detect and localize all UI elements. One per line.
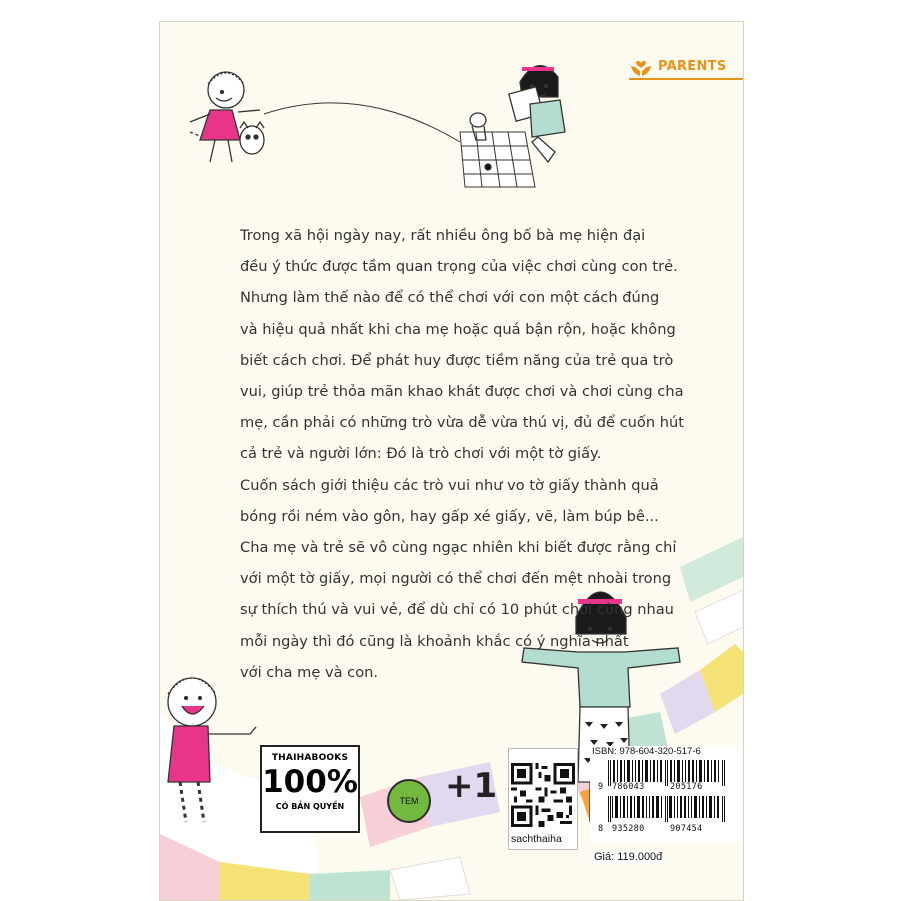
blurb-line: cả trẻ và người lớn: Đó là trò chơi với một tờ giấy. [240, 445, 602, 463]
girl-throwing-illustration [190, 72, 460, 162]
qr-code-icon [511, 763, 575, 827]
price-label: Giá: 119.000đ [594, 851, 663, 863]
barcode-top-left: 786043 [612, 782, 645, 792]
isbn-barcode-box [590, 746, 742, 843]
blurb-line: Cuốn sách giới thiệu các trò vui như vo tờ giấy thành quả [240, 476, 659, 494]
blurb-line: vui, giúp trẻ thỏa mãn khao khát được chơi và chơi cùng cha [240, 383, 684, 401]
blurb-line: với một tờ giấy, mọi người có thể chơi đến mệt nhoài trong [240, 570, 672, 588]
blurb-line: bóng rồi ném vào gôn, hay gấp xé giấy, vẽ, làm búp bê... [240, 507, 659, 525]
barcode-top-lead: 9 [598, 782, 604, 792]
blurb-line: với cha mẹ và con. [240, 663, 379, 681]
stamp-sticker [387, 779, 431, 823]
barcode-bottom-lead: 8 [598, 824, 604, 834]
girl-with-grid-illustration [460, 66, 565, 187]
blurb-line: mỗi ngày thì đó cũng là khoảnh khắc có ý nghĩa nhất [240, 632, 629, 650]
back-cover [159, 21, 744, 901]
barcode-ean13-bottom [608, 796, 728, 822]
book-blurb [240, 220, 684, 688]
blurb-line: mẹ, cần phải có những trò vừa dễ vừa thú vị, đủ để cuốn hút [240, 414, 684, 432]
barcode-bottom-left: 935280 [612, 824, 645, 834]
barcode-top-right: 205176 [670, 782, 703, 792]
plus-one-tile: +1 [445, 766, 498, 806]
blurb-line: Trong xã hội ngày nay, rất nhiều ông bố bà mẹ hiện đại [240, 227, 646, 244]
stamp-label: TEM [399, 796, 419, 806]
isbn-text: ISBN: 978-604-320-517-6 [592, 746, 701, 757]
thaihabooks-copyright-logo [260, 745, 360, 833]
blurb-line: đều ý thức được tầm quan trọng của việc chơi cùng con trẻ. [240, 258, 678, 276]
parents-badge [629, 54, 727, 78]
blurb-line: và hiệu quả nhất khi cha mẹ hoặc quá bận rộn, hoặc không [240, 320, 676, 338]
qr-caption: sachthaiha [511, 833, 562, 845]
thaiha-logo-percent: 100% [262, 764, 358, 800]
badge-underline [629, 78, 743, 80]
barcode-bottom-right: 907454 [670, 824, 703, 834]
hands-heart-icon [629, 54, 653, 78]
thaiha-logo-bottom: CÓ BẢN QUYỀN [275, 802, 345, 811]
parents-label: PARENTS [658, 58, 727, 74]
qr-code-box [508, 748, 578, 850]
blurb-line: sự thích thú và vui vẻ, để dù chỉ có 10 phút chơi cùng nhau [240, 601, 674, 619]
blurb-line: Cha mẹ và trẻ sẽ vô cùng ngạc nhiên khi biết được rằng chỉ [240, 539, 677, 557]
blurb-line: biết cách chơi. Để phát huy được tiềm năng của trẻ qua trò [240, 351, 674, 369]
blurb-line: Nhưng làm thế nào để có thể chơi với con một cách đúng [240, 289, 660, 307]
thaiha-logo-top: THAIHABOOKS [271, 753, 349, 763]
